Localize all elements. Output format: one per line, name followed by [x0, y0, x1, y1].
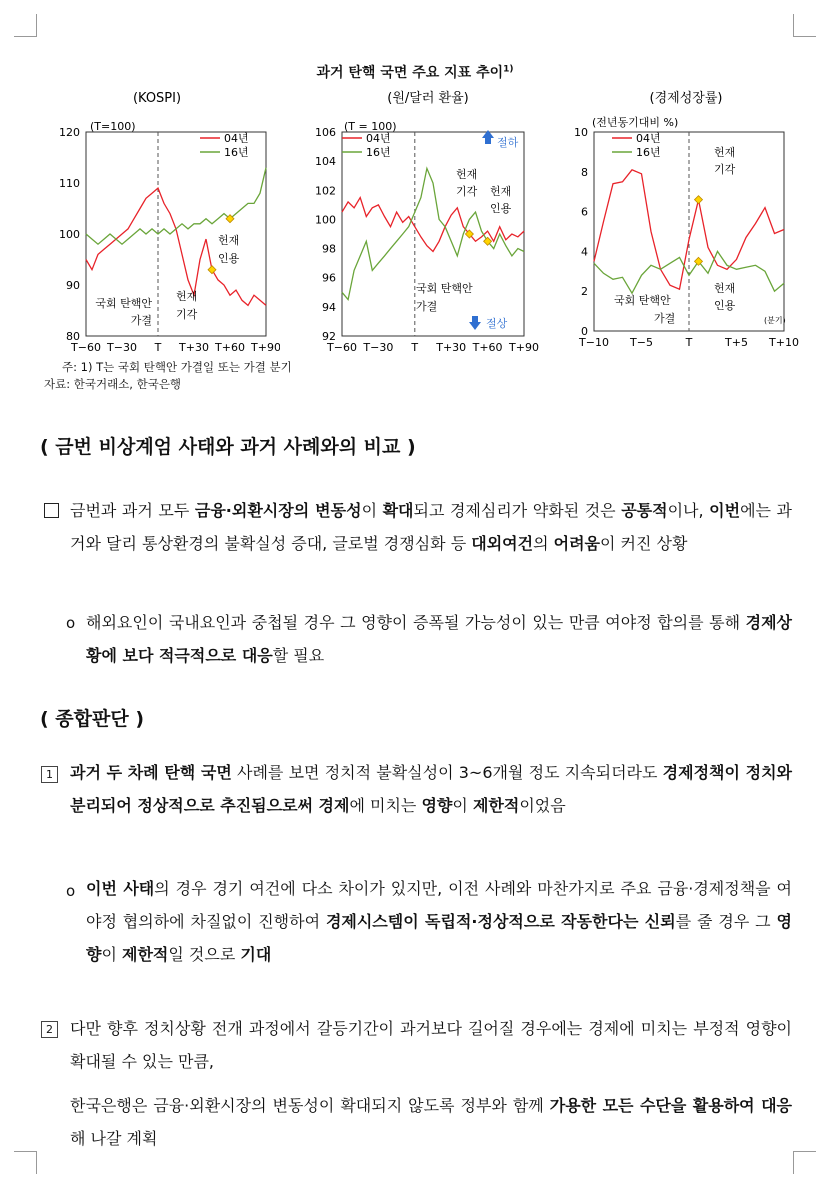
x-tick-label: T−10 [579, 336, 609, 349]
y-tick-label: 90 [66, 279, 80, 292]
x-tick-label: T+90 [251, 341, 280, 354]
bold-text: 경제시스템이 독립적·정상적으로 작동한다는 신뢰 [325, 912, 676, 931]
sub-bullet: o [66, 882, 76, 900]
text: 이나, [667, 501, 710, 520]
bold-text: 이번 [709, 501, 741, 520]
bold-text: 공통적 [621, 501, 668, 520]
y-tick-label: 98 [322, 242, 336, 256]
annotation-assembly-pass: 가결 [654, 312, 676, 325]
text: 를 줄 경우 그 [675, 912, 777, 931]
page-corner-mark [793, 1151, 816, 1174]
bold-text: 대외여건 [471, 534, 534, 553]
bold-text: 확대 [382, 501, 414, 520]
y-tick-label: 100 [59, 228, 80, 241]
bold-text: 영향 [86, 912, 792, 964]
y-tick-label: 100 [315, 213, 336, 227]
x-tick-label: T+30 [179, 341, 209, 354]
y-tick-label: 110 [59, 177, 80, 190]
y-tick-label: 10 [574, 126, 588, 139]
y-tick-label: 102 [315, 184, 336, 198]
section-heading: ( 종합판단 ) [40, 708, 145, 730]
fx-chart-svg [296, 86, 546, 358]
y-tick-label: 94 [322, 300, 336, 314]
risk-paragraph [70, 1012, 792, 1078]
comparison-paragraph [70, 494, 792, 560]
annotation-assembly-pass: 국회 탄핵안 [416, 282, 473, 295]
text: 해외요인이 국내요인과 중첩될 경우 그 영향이 증폭될 가능성이 있는 만큼 여야정 합의를 통해 [86, 613, 746, 632]
text: 의 경우 경기 여건에 다소 차이가 있지만, 이전 사례와 마찬가지로 주요 금융·경제정책을 여야정 협의하에 차질없이 진행하여 [86, 879, 792, 931]
figure-title-footnote: 1) [503, 64, 514, 75]
x-tick-label: T+90 [509, 341, 539, 354]
annotation-impeach-upheld: 인용 [218, 252, 240, 265]
annotation-assembly-pass: 가결 [416, 300, 438, 313]
y-tick-label: 8 [581, 165, 588, 179]
annotation-impeach-upheld: 인용 [490, 202, 512, 215]
growth-chart-svg [556, 86, 806, 358]
chart-title: (경제성장률) [649, 91, 723, 106]
chart-title: (KOSPI) [132, 91, 182, 106]
text: 에 미치는 [349, 796, 422, 815]
text: 일 것으로 [168, 945, 241, 964]
text: 한국은행은 금융·외환시장의 변동성이 확대되지 않도록 정부와 함께 [70, 1096, 550, 1115]
figure-source: 자료: 한국거래소, 한국은행 [44, 377, 182, 391]
text: 금번과 과거 모두 [70, 501, 195, 520]
x-tick-label: T+60 [472, 341, 503, 354]
legend-label: 16년 [636, 146, 661, 159]
annotation-appreciation: 절상 [486, 317, 508, 330]
y-tick-label: 104 [315, 155, 336, 169]
bold-text: 과거 두 차례 탄핵 국면 [70, 763, 232, 782]
text: 되고 경제심리가 약화된 것은 [413, 501, 622, 520]
annotation-depreciation: 절하 [497, 136, 519, 149]
x-tick-label: T−30 [363, 341, 394, 354]
figure-title-text: 과거 탄핵 국면 주요 지표 추이 [316, 65, 504, 81]
annotation-impeach-upheld: 인용 [714, 299, 736, 312]
event-marker-rejected [208, 266, 216, 274]
text: 이 [361, 501, 383, 520]
figure-note: 주: 1) T는 국회 탄핵안 가결일 또는 가결 분기 [62, 360, 292, 374]
chart-unit-label: (T = 100) [344, 120, 397, 133]
kospi-chart-svg [40, 86, 280, 358]
series-line-04 [594, 170, 784, 289]
series-line-16 [86, 168, 266, 245]
chart-unit-label: (전년동기대비 %) [592, 116, 679, 129]
square-bullet-icon [44, 503, 59, 518]
y-tick-label: 2 [581, 285, 588, 299]
y-tick-label: 96 [322, 271, 336, 285]
annotation-impeach-rejected: 기각 [176, 308, 198, 321]
fx-chart [296, 86, 546, 362]
y-tick-label: 120 [59, 126, 80, 139]
item-number: 2 [41, 1021, 58, 1038]
text: 이 커진 상황 [600, 534, 688, 553]
x-tick-label: T+30 [436, 341, 467, 354]
event-marker-rejected [695, 196, 703, 204]
chart-unit-label: (T=100) [90, 120, 136, 133]
y-tick-label: 80 [66, 330, 80, 343]
annotation-impeach-rejected: 헌재 [714, 146, 736, 159]
bold-text: 어려움 [553, 534, 601, 553]
page-corner-mark [14, 14, 37, 37]
figure-title [0, 62, 830, 82]
y-tick-label: 0 [581, 325, 588, 338]
annotation-impeach-upheld: 헌재 [714, 282, 736, 295]
x-tick-label: T−60 [71, 341, 101, 354]
bold-text: 영향 [421, 796, 453, 815]
x-tick-label: T+10 [769, 336, 799, 349]
x-tick-label: T−60 [327, 341, 357, 354]
bold-text: 경제상황에 보다 적극적으로 대응 [86, 613, 792, 665]
x-tick-label: T+5 [725, 336, 748, 349]
growth-chart [556, 86, 806, 362]
legend-label: 04년 [224, 132, 249, 145]
annotation-impeach-rejected: 헌재 [456, 168, 478, 181]
arrow-down-icon [469, 316, 481, 330]
bold-text: 가용한 모든 수단을 활용하여 대응 [549, 1096, 792, 1115]
text: 이 [452, 796, 473, 815]
bold-text: 경제정책이 정치와 분리되어 정상적으로 추진됨으로써 경제 [70, 763, 792, 815]
annotation-impeach-rejected: 기각 [714, 163, 736, 176]
bold-text: 제한적 [122, 945, 169, 964]
annotation-assembly-pass: 국회 탄핵안 [614, 294, 671, 307]
bold-text: 이번 사태 [86, 879, 155, 898]
text: 다만 향후 정치상황 전개 과정에서 갈등기간이 과거보다 길어질 경우에는 경제에 미치는 부정적 영향이 확대될 수 있는 만큼, [70, 1019, 792, 1071]
bok-plan-paragraph [70, 1089, 792, 1155]
annotation-impeach-upheld: 헌재 [218, 234, 240, 247]
y-tick-label: 92 [322, 330, 336, 343]
legend-label: 04년 [366, 132, 391, 145]
annotation-impeach-upheld: 헌재 [490, 185, 512, 198]
text: 에는 과거와 달리 통상환경의 불확실성 증대, 글로벌 경쟁심화 등 [70, 501, 792, 553]
text: 이 [101, 945, 123, 964]
bold-text: 기대 [240, 945, 272, 964]
current-case-paragraph [86, 872, 792, 971]
legend-label: 16년 [224, 146, 249, 159]
x-tick-label: T [154, 341, 162, 354]
kospi-chart [40, 86, 280, 362]
annotation-assembly-pass: 국회 탄핵안 [95, 297, 152, 310]
annotation-impeach-rejected: 헌재 [176, 290, 198, 303]
x-tick-label: T−30 [107, 341, 137, 354]
sub-bullet: o [66, 614, 76, 632]
policy-response-paragraph [86, 606, 792, 672]
text: 사례를 보면 정치적 불확실성이 3~6개월 정도 지속되더라도 [231, 763, 663, 782]
text: 할 필요 [272, 646, 325, 665]
text: 해 나갈 계획 [70, 1129, 158, 1148]
text: 의 [533, 534, 554, 553]
bold-text: 제한적 [472, 796, 520, 815]
x-tick-label: T−5 [630, 336, 653, 349]
annotation-assembly-pass: 가결 [130, 314, 152, 327]
y-tick-label: 106 [315, 126, 336, 139]
past-cases-paragraph [70, 756, 792, 822]
text: 이었음 [519, 796, 566, 815]
y-tick-label: 6 [581, 205, 588, 219]
bold-text: 금융·외환시장의 변동성 [194, 501, 362, 520]
section-heading: ( 금번 비상계엄 사태와 과거 사례와의 비교 ) [40, 436, 416, 458]
legend-label: 04년 [636, 132, 661, 145]
x-tick-label: T [411, 341, 419, 354]
chart-title: (원/달러 환율) [387, 91, 469, 106]
item-number: 1 [41, 766, 58, 783]
x-tick-label: T+60 [215, 341, 245, 354]
legend-label: 16년 [366, 146, 391, 159]
page-corner-mark [14, 1151, 37, 1174]
y-tick-label: 4 [581, 245, 588, 259]
page-corner-mark [793, 14, 816, 37]
x-tick-label: T [685, 336, 693, 349]
annotation-impeach-rejected: 기각 [456, 185, 478, 198]
chart-axis-note: (분기) [764, 316, 786, 325]
